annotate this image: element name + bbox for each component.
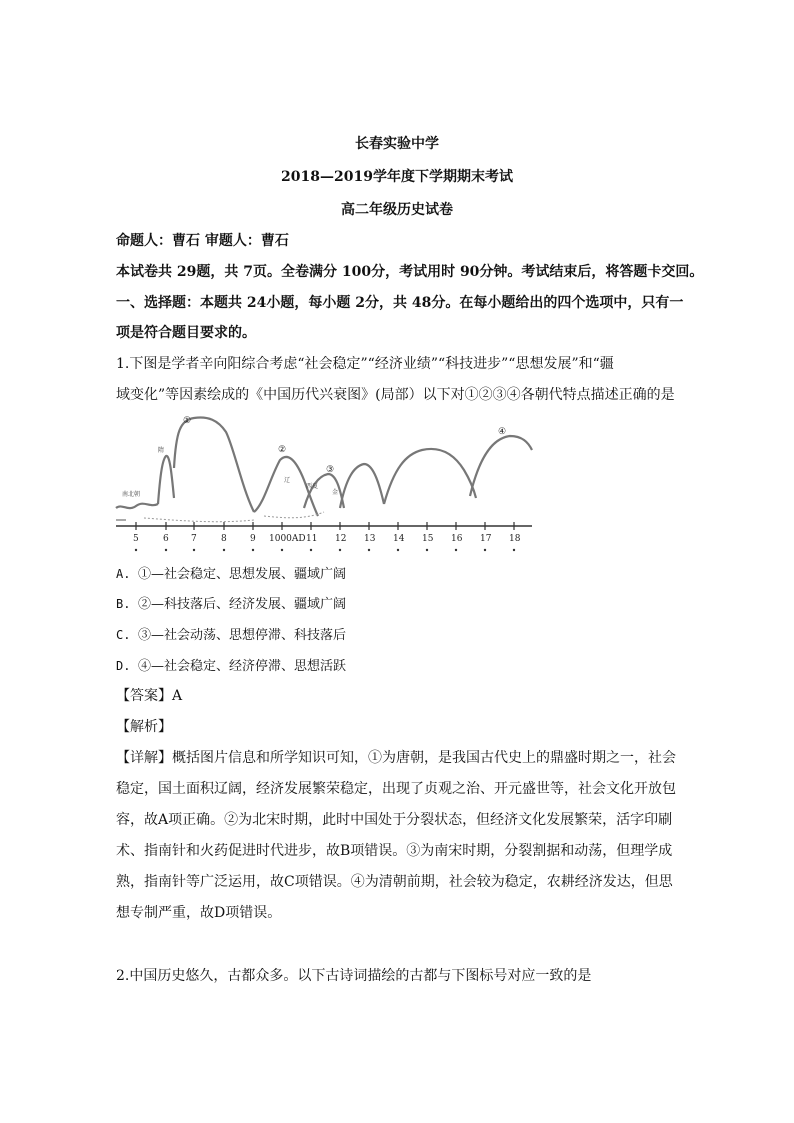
axis-label-12: 12 <box>335 534 347 544</box>
label-jin: 金 <box>332 489 339 496</box>
axis-label-16: 16 <box>451 534 463 544</box>
q1-answer: 【答案】A <box>116 688 183 704</box>
school-name: 长春实验中学 <box>355 136 439 152</box>
label-nanbeichao: 南北朝 <box>122 491 141 498</box>
option-c-key: C. <box>116 628 131 642</box>
dynasty-curve-image <box>114 408 534 556</box>
q1-detail-line-1: 【详解】概括图片信息和所学知识可知，①为唐朝，是我国古代史上的鼎盛时期之一，社会 <box>116 750 676 766</box>
label-liao: 辽 <box>284 477 291 484</box>
marker-3: ③ <box>326 465 335 475</box>
dynasty-rise-fall-figure <box>114 408 534 556</box>
axis-label-5: 5 <box>133 534 139 544</box>
label-sui: 隋 <box>158 447 165 454</box>
axis-label-8: 8 <box>221 534 227 544</box>
option-a-key: A. <box>116 567 131 581</box>
axis-label-9: 9 <box>250 534 256 544</box>
marker-4: ④ <box>498 427 507 437</box>
authors-line: 命题人：曹石 审题人：曹石 <box>116 233 289 249</box>
section-heading-2: 项是符合题目要求的。 <box>116 325 256 341</box>
q1-stem-2: 域变化”等因素绘成的《中国历代兴衰图》(局部）以下对①②③④各朝代特点描述正确的是 <box>116 387 675 403</box>
q1-detail-line-3: 容，故A项正确。②为北宋时期，此时中国处于分裂状态，但经济文化发展繁荣，活字印刷 <box>116 812 673 828</box>
marker-2: ② <box>278 445 287 455</box>
option-b-text: ②—科技落后、经济发展、疆域广阔 <box>138 597 347 612</box>
axis-label-11: 11 <box>306 534 318 544</box>
axis-label-7: 7 <box>191 534 197 544</box>
option-b-key: B. <box>116 597 131 611</box>
section-heading-1: 一、选择题：本题共 24小题，每小题 2分，共 48分。在每小题给出的四个选项中，只有一 <box>116 295 684 311</box>
q1-detail-line-2: 稳定，国土面积辽阔，经济发展繁荣稳定，出现了贞观之治、开元盛世等，社会文化开放包 <box>116 781 676 797</box>
option-c-text: ③—社会动荡、思想停滞、科技落后 <box>138 628 347 643</box>
axis-label-13: 13 <box>364 534 376 544</box>
marker-1: ① <box>183 416 192 426</box>
axis-label-6: 6 <box>163 534 169 544</box>
option-d-key: D. <box>116 659 131 673</box>
q1-detail-line-6: 想专制严重，故D项错误。 <box>116 905 282 921</box>
q1-detail-line-5: 熟，指南针等广泛运用，故C项错误。④为清朝前期，社会较为稳定，农耕经济发达，但思 <box>116 874 673 890</box>
exam-subject: 高二年级历史试卷 <box>341 202 453 218</box>
exam-info: 本试卷共 29题，共 7页。全卷满分 100分，考试用时 90分钟。考试结束后，将答题卡交回。 <box>116 264 704 280</box>
axis-label-18: 18 <box>509 534 521 544</box>
option-b <box>116 593 346 612</box>
exam-term: 2018—2019学年度下学期期末考试 <box>281 169 513 185</box>
q1-stem-1: 1.下图是学者辛向阳综合考虑“社会稳定”“经济业绩”“科技进步”“思想发展”和“疆 <box>116 356 614 372</box>
axis-label-1000ad: 1000AD <box>269 534 306 544</box>
option-d-text: ④—社会稳定、经济停滞、思想活跃 <box>138 659 347 674</box>
label-xixia: 西夏 <box>306 483 319 490</box>
q1-detail-line-4: 术、指南针和火药促进时代进步，故B项错误。③为南宋时期，分裂割据和动荡，但理学成 <box>116 843 673 859</box>
axis-label-15: 15 <box>422 534 434 544</box>
option-c <box>116 624 346 643</box>
axis-label-14: 14 <box>393 534 405 544</box>
q1-analysis-title: 【解析】 <box>116 719 172 735</box>
option-a <box>116 563 346 582</box>
q2-stem: 2.中国历史悠久，古都众多。以下古诗词描绘的古都与下图标号对应一致的是 <box>116 968 592 984</box>
option-a-text: ①—社会稳定、思想发展、疆域广阔 <box>138 567 347 582</box>
option-d <box>116 655 346 674</box>
axis-label-17: 17 <box>480 534 492 544</box>
